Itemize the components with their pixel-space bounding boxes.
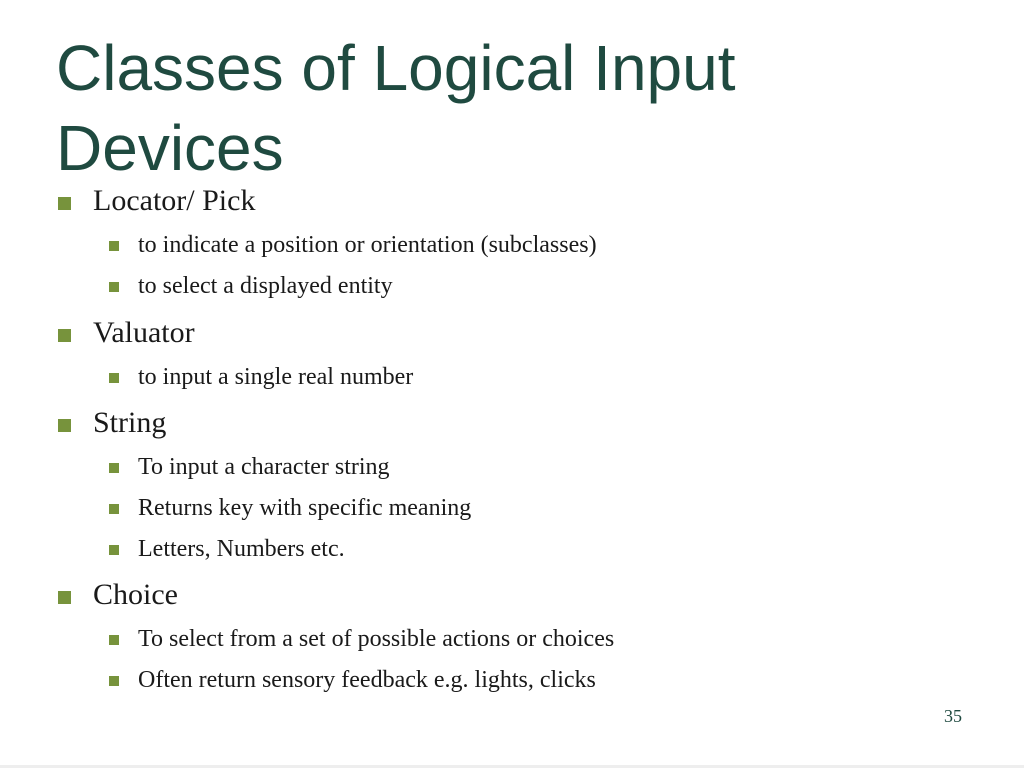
slide-title: Classes of Logical Input Devices <box>56 32 736 184</box>
sub-bullet-item <box>138 532 345 566</box>
bullet-text: Choice <box>93 578 178 611</box>
square-bullet-icon <box>109 545 119 555</box>
bullet-text: Valuator <box>93 316 195 349</box>
sub-bullet-item <box>138 269 393 303</box>
square-bullet-icon <box>109 463 119 473</box>
square-bullet-icon <box>109 676 119 686</box>
square-bullet-icon <box>109 504 119 514</box>
square-bullet-icon <box>109 635 119 645</box>
sub-bullet-item <box>138 228 597 262</box>
sub-bullet-text: Often return sensory feedback e.g. lights, clicks <box>138 667 596 693</box>
sub-bullet-item <box>138 360 413 394</box>
sub-bullet-item <box>138 663 596 697</box>
sub-bullet-text: to indicate a position or orientation (subclasses) <box>138 232 597 258</box>
square-bullet-icon <box>109 282 119 292</box>
bullet-item <box>93 574 178 616</box>
square-bullet-icon <box>58 197 71 210</box>
bullet-text: Locator/ Pick <box>93 184 256 217</box>
sub-bullet-text: Returns key with specific meaning <box>138 495 472 521</box>
bullet-item <box>93 180 255 222</box>
sub-bullet-text: to select a displayed entity <box>138 273 393 299</box>
bullet-item <box>93 402 166 444</box>
sub-bullet-text: Letters, Numbers etc. <box>138 536 345 562</box>
sub-bullet-text: To input a character string <box>138 454 390 480</box>
sub-bullet-text: to input a single real number <box>138 364 414 390</box>
square-bullet-icon <box>58 591 71 604</box>
sub-bullet-item <box>138 491 471 525</box>
square-bullet-icon <box>58 329 71 342</box>
square-bullet-icon <box>109 373 119 383</box>
slide-page-number: 35 <box>944 706 962 726</box>
sub-bullet-item <box>138 622 614 656</box>
bullet-text: String <box>93 406 167 439</box>
bullet-item <box>93 312 195 354</box>
square-bullet-icon <box>109 241 119 251</box>
sub-bullet-item <box>138 450 390 484</box>
square-bullet-icon <box>58 419 71 432</box>
sub-bullet-text: To select from a set of possible actions or choices <box>138 626 615 652</box>
